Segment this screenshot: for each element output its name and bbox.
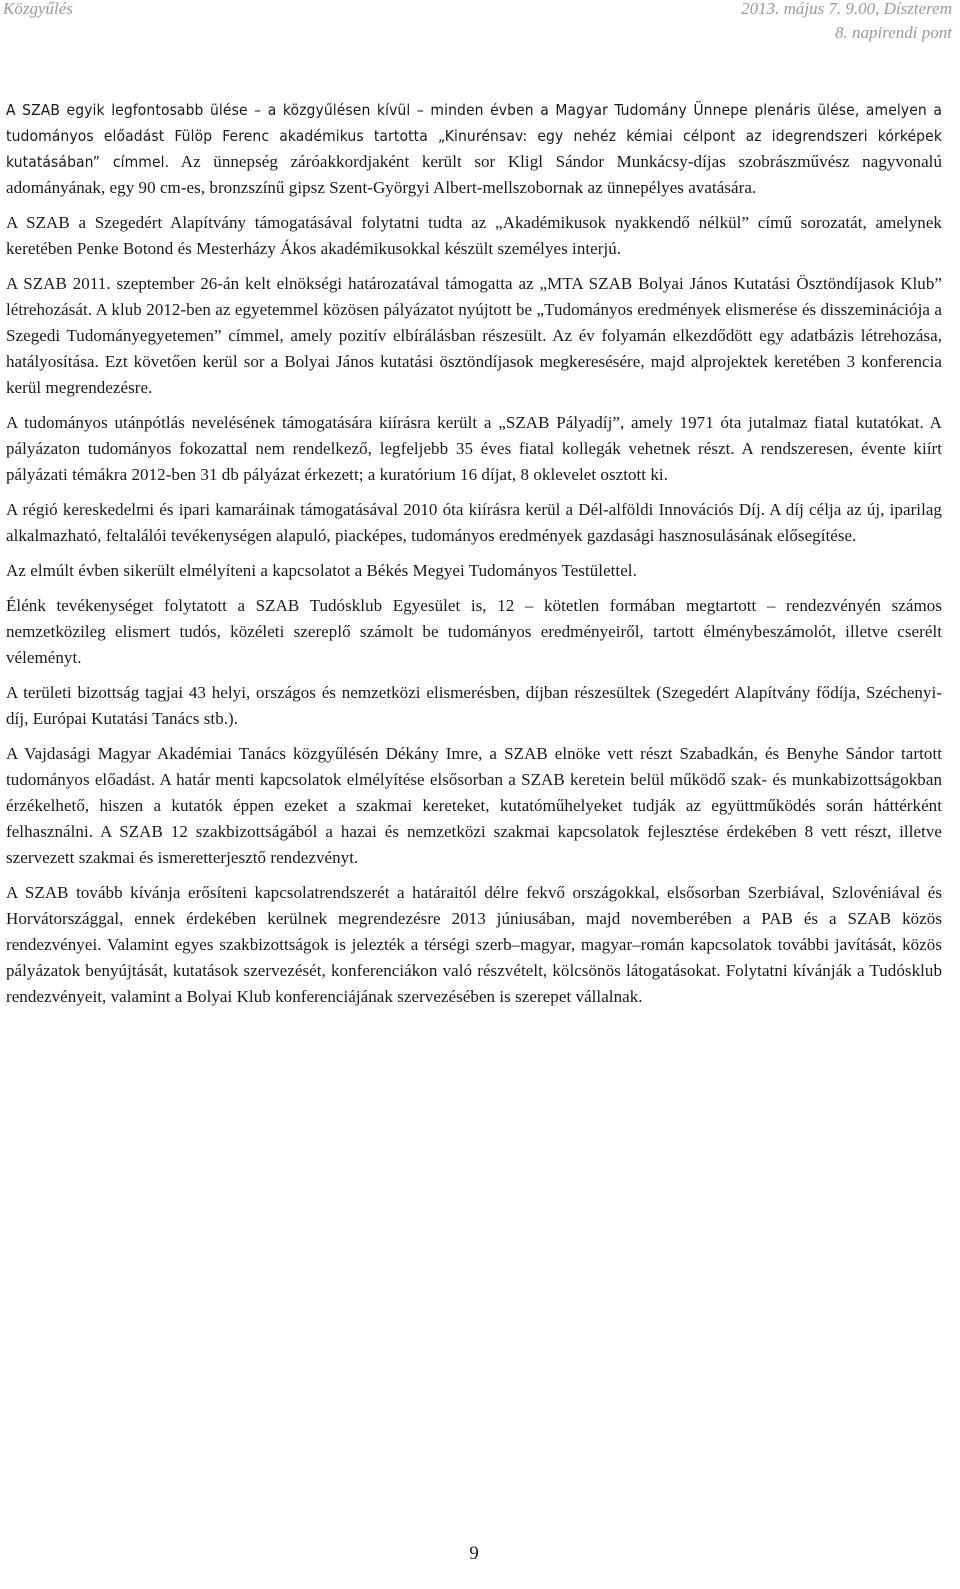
paragraph: [6, 97, 942, 201]
header-left: Közgyűlés: [3, 0, 73, 18]
paragraph: A SZAB tovább kívánja erősíteni kapcsolatrendszerét a határaitól délre fekvő országokkal, elsősorban Szerbiával, Szlovéniával és Horvátországgal, ennek érdekében kerülnek megrendezésre 2013 júniusában, majd novemberében a PAB és a SZAB közös rendezvényei. Valamint egyes szakbizottságok is jelezték a térségi szerb–magyar, magyar–román kapcsolatok további javítását, közös pályázatok benyújtását, kutatások szervezését, konferenciákon való részvételt, kölcsönös látogatásokat. Folytatni kívánják a Tudósklub rendezvényeit, valamint a Bolyai Klub konferenciájának szervezésében is szerepet vállalnak.: [6, 883, 942, 1006]
paragraph: A területi bizottság tagjai 43 helyi, országos és nemzetközi elismerésben, díjban részesültek (Szegedért Alapítvány fődíja, Széchenyi-díj, Európai Kutatási Tanács stb.).: [6, 683, 942, 728]
header-right: [741, 0, 952, 45]
paragraph: A régió kereskedelmi és ipari kamaráinak támogatásával 2010 óta kiírásra kerül a Dél-alföldi Innovációs Díj. A díj célja az új, iparilag alkalmazható, feltalálói tevékenységen alapuló, piacképes, tudományos eredmények gazdasági hasznosulásának elősegítése.: [6, 500, 942, 545]
header-date: 2013. május 7. 9.00, Díszterem: [741, 0, 952, 18]
paragraph: A SZAB a Szegedért Alapítvány támogatásával folytatni tudta az „Akadémikusok nyakkendő nélkül” című sorozatát, amelynek keretében Penke Botond és Mesterházy Ákos akadémikusokkal készült személyes interjú.: [6, 213, 942, 258]
page-number: 9: [469, 1543, 479, 1564]
paragraph: A tudományos utánpótlás nevelésének támogatására kiírásra került a „SZAB Pályadíj”, amely 1971 óta jutalmaz fiatal kutatókat. A pályázaton tudományos fokozattal nem rendelkező, legfeljebb 35 éves fiatal kollegák vehetnek részt. A rendszeresen, évente kiírt pályázati témákra 2012-ben 31 db pályázat érkezett; a kuratórium 16 díjat, 8 oklevelet osztott ki.: [6, 413, 942, 484]
paragraph: Élénk tevékenységet folytatott a SZAB Tudósklub Egyesület is, 12 – kötetlen formában megtartott – rendezvényén számos nemzetközileg elismert tudós, közéleti szereplő számolt be tudományos eredményeiről, tartott élménybeszámolót, illetve cserélt véleményt.: [6, 596, 942, 667]
paragraph: A SZAB 2011. szeptember 26-án kelt elnökségi határozatával támogatta az „MTA SZAB Bolyai János Kutatási Ösztöndíjasok Klub” létrehozását. A klub 2012-ben az egyetemmel közösen pályázatot nyújtott be „Tudományos eredmények elismerése és disszeminációja a Szegedi Tudományegyetemen” címmel, amely pozitív elbírálásban részesült. Az év folyamán elkezdődött egy adatbázis létrehozása, hatályosítása. Ezt követően kerül sor a Bolyai János kutatási ösztöndíjasok megkeresésére, majd alprojektek keretében 3 konferencia kerül megrendezésre.: [6, 274, 942, 397]
paragraph: A Vajdasági Magyar Akadémiai Tanács közgyűlésén Dékány Imre, a SZAB elnöke vett részt Szabadkán, és Benyhe Sándor tartott tudományos előadást. A határ menti kapcsolatok elmélyítése elsősorban a SZAB keretein belül működő szak- és munkabizottságokban érzékelhető, hiszen a kutatók éppen ezeket a szakmai kereteket, kutatóműhelyeket tudják az együttműködés során háttérként felhasználni. A SZAB 12 szakbizottságából a hazai és nemzetközi szakmai kapcsolatok fejlesztése érdekében 8 vett részt, illetve szervezett szakmai és ismeretterjesztő rendezvényt.: [6, 744, 942, 867]
body-text: [6, 97, 942, 1019]
paragraph-sans-part: A SZAB egyik legfontosabb ülése – a közgyűlésen kívül – minden évben a Magyar Tudomány Ünnepe plenáris ülése, amelyen a tudományos előadást Fülöp Ferenc akadémikus tartotta „Kinurénsav: egy nehéz kémiai célpont az idegrendszeri kórképek kutatásában” címmel.: [6, 101, 942, 171]
paragraph: Az elmúlt évben sikerült elmélyíteni a kapcsolatot a Békés Megyei Tudományos Testülettel.: [6, 561, 637, 580]
paragraph-serif-part: Az ünnepség záróakkordjaként került sor Kligl Sándor Munkácsy-díjas szobrászművész nagyvonalú adományának, egy 90 cm-es, bronzszínű gipsz Szent-Györgyi Albert-mellszobornak az ünnepélyes avatására.: [6, 152, 942, 197]
header-agenda-item: 8. napirendi pont: [835, 23, 952, 42]
